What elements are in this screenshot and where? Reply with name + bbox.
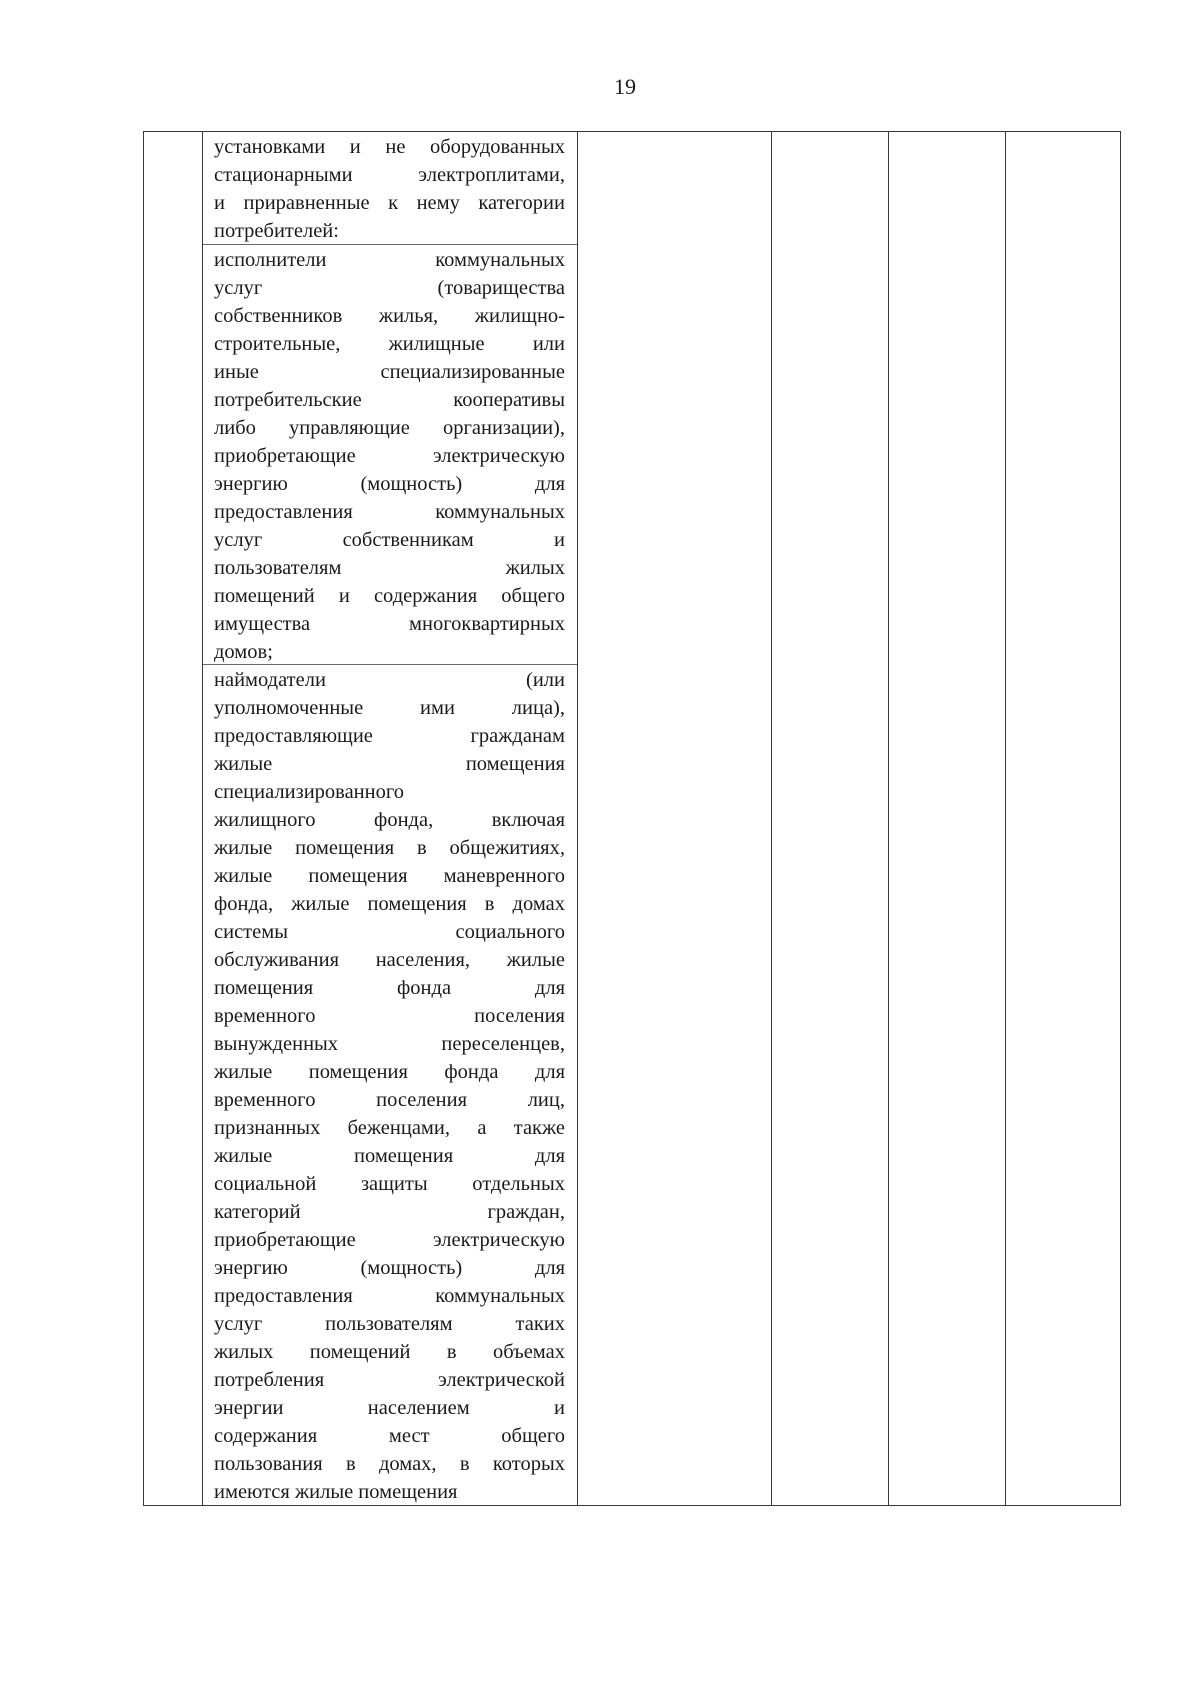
text-line: вынужденных переселенцев, bbox=[214, 1033, 565, 1055]
text-line: категорий граждан, bbox=[214, 1201, 565, 1223]
document-table bbox=[143, 131, 1121, 1506]
text-line: строительные, жилищные или bbox=[214, 333, 565, 355]
text-line: наймодатели (или bbox=[214, 669, 565, 691]
text-line: системы социального bbox=[214, 921, 565, 943]
text-line: стационарными электроплитами, bbox=[214, 164, 565, 186]
text-line: жилищного фонда, включая bbox=[214, 809, 565, 831]
text-line: пользования в домах, в которых bbox=[214, 1453, 565, 1475]
text-line: жилые помещения маневренного bbox=[214, 865, 565, 887]
page-number: 19 bbox=[614, 74, 636, 99]
text-line: потребителей: bbox=[214, 220, 339, 242]
text-line: уполномоченные ими лица), bbox=[214, 697, 565, 719]
text-line: предоставляющие гражданам bbox=[214, 725, 565, 747]
text-block-consumers bbox=[214, 133, 565, 245]
text-line: энергию (мощность) для bbox=[214, 473, 565, 495]
text-line: фонда, жилые помещения в домах bbox=[214, 893, 565, 915]
text-line: помещения фонда для bbox=[214, 977, 565, 999]
text-line: предоставления коммунальных bbox=[214, 1285, 565, 1307]
text-line: обслуживания населения, жилые bbox=[214, 949, 565, 971]
text-line: услуг пользователям таких bbox=[214, 1313, 565, 1335]
text-line: жилые помещения фонда для bbox=[214, 1061, 565, 1083]
text-line: временного поселения лиц, bbox=[214, 1089, 565, 1111]
text-line: помещений и содержания общего bbox=[214, 585, 565, 607]
text-line: имущества многоквартирных bbox=[214, 613, 565, 635]
text-line: иные специализированные bbox=[214, 361, 565, 383]
text-line: приобретающие электрическую bbox=[214, 1229, 565, 1251]
text-line: пользователям жилых bbox=[214, 557, 565, 579]
text-line: потребления электрической bbox=[214, 1369, 565, 1391]
column-divider-3 bbox=[771, 132, 772, 1505]
column-divider-1 bbox=[202, 132, 203, 1505]
text-line: социальной защиты отдельных bbox=[214, 1173, 565, 1195]
text-line: содержания мест общего bbox=[214, 1425, 565, 1447]
text-block-utility-providers bbox=[214, 246, 565, 666]
text-line: исполнители коммунальных bbox=[214, 249, 565, 271]
text-line: собственников жилья, жилищно- bbox=[214, 305, 565, 327]
text-block-landlords bbox=[214, 666, 565, 1506]
text-line: специализированного bbox=[214, 781, 405, 803]
text-line: домов; bbox=[214, 641, 273, 663]
text-line: жилых помещений в объемах bbox=[214, 1341, 565, 1363]
text-line: энергию (мощность) для bbox=[214, 1257, 565, 1279]
text-line: установками и не оборудованных bbox=[214, 136, 565, 158]
text-line: приобретающие электрическую bbox=[214, 445, 565, 467]
text-line: временного поселения bbox=[214, 1005, 565, 1027]
text-line: признанных беженцами, а также bbox=[214, 1117, 565, 1139]
column-divider-5 bbox=[1005, 132, 1006, 1505]
text-line: имеются жилые помещения bbox=[214, 1481, 458, 1503]
text-line: потребительские кооперативы bbox=[214, 389, 565, 411]
text-line: энергии населением и bbox=[214, 1397, 565, 1419]
text-line: либо управляющие организации), bbox=[214, 417, 565, 439]
text-line: услуг собственникам и bbox=[214, 529, 565, 551]
text-line: и приравненные к нему категории bbox=[214, 192, 565, 214]
text-line: предоставления коммунальных bbox=[214, 501, 565, 523]
text-line: жилые помещения в общежитиях, bbox=[214, 837, 565, 859]
column-divider-2 bbox=[577, 132, 578, 1505]
text-line: жилые помещения для bbox=[214, 1145, 565, 1167]
text-line: жилые помещения bbox=[214, 753, 565, 775]
column-divider-4 bbox=[888, 132, 889, 1505]
text-line: услуг (товарищества bbox=[214, 277, 565, 299]
